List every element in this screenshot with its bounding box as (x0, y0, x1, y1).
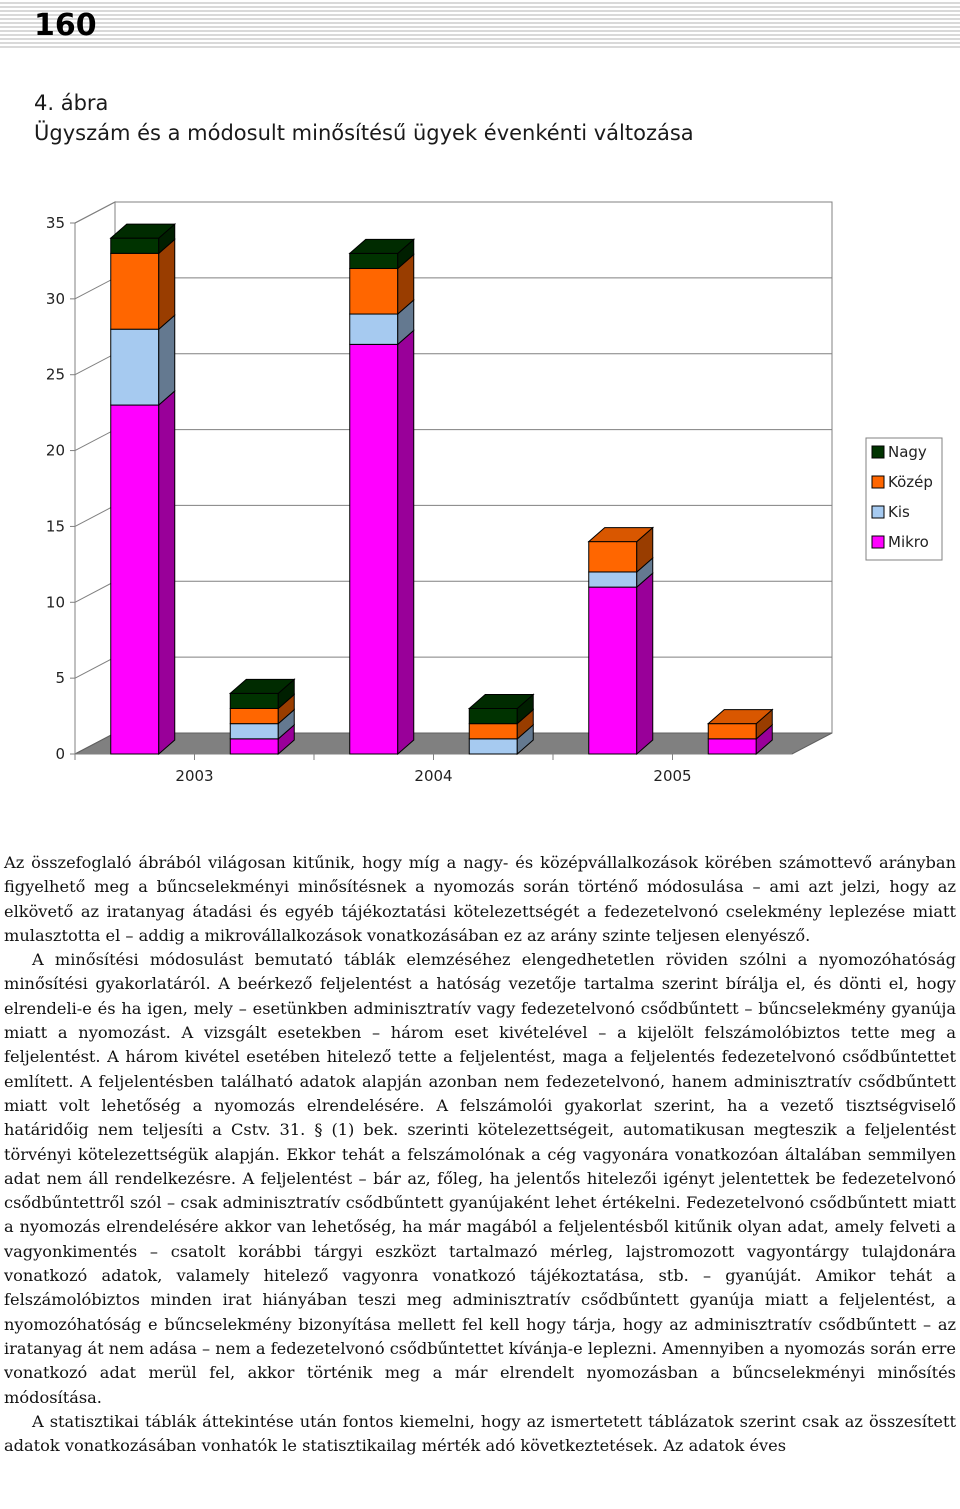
x-tick-label: 2005 (653, 767, 692, 785)
legend-swatch (872, 446, 884, 458)
bar-segment-közép (230, 708, 278, 723)
bar-segment-kis (589, 572, 637, 587)
chart-side-wall (75, 202, 115, 754)
figure-caption (34, 88, 694, 148)
y-tick-label: 20 (45, 441, 65, 460)
bar-segment-mikro (111, 405, 159, 754)
legend-label: Közép (888, 473, 933, 491)
bar-segment-kis (350, 314, 398, 344)
bar-segment-mikro (350, 344, 398, 754)
y-tick-label: 0 (55, 745, 65, 763)
page-number: 160 (34, 8, 97, 43)
bar-segment-kis (469, 739, 517, 754)
figure-title: Ügyszám és a módosult minősítésű ügyek évenkénti változása (34, 121, 694, 145)
bar-side-kis (159, 315, 175, 405)
bar-segment-mikro (589, 587, 637, 754)
chart-back-wall (115, 202, 832, 733)
bar-segment-nagy (469, 708, 517, 723)
legend-swatch (872, 536, 884, 548)
bar-segment-mikro (230, 739, 278, 754)
paragraph-3: A statisztikai táblák áttekintése után fontos kiemelni, hogy az ismertetett táblázatok szerint csak az összesített adatok vonatkozásában vonhatók le statisztikailag mérték adó következtetések. Az adatok éves (4, 1411, 956, 1456)
bar-segment-közép (350, 269, 398, 315)
bar-side-mikro (398, 330, 414, 754)
paragraph-2: A minősítési módosulást bemutató táblák elemzéséhez elengedhetetlen röviden szólni a nyomozóhatóság minősítési gyakorlatáról. A beérkező feljelentést a hatóság vezetője tartalma szerint bírálja el, és dönti el, hogy elrendeli-e és ha igen, mely – esetünkben adminisztratív vagy fedezetelvonó csődbűntett – bűncselekmény gyanúja miatt a nyomozást. A vizsgált esetekben – három eset kivételével – a kijelölt felszámolóbiztos tette meg a feljelentést. A három kivétel esetében hitelező tette a feljelentést, maga a feljelentés fedezetelvonó csődbűntettet említett. A feljelentésben található adatok alapján azonban nem fedezetelvonó, hanem adminisztratív csődbűntett miatt volt lehetőség a nyomozás elrendelésére. A felszámolói gyakorlat szerint, ha a vezető tisztségviselő határidőig nem teljesíti a Cstv. 31. § (1) bek. szerinti kötelezettségeit, automatikusan megteszik a feljelentést törvényi kötelezettségük alapján. Ekkor tehát a felszámolónak a cég vagyonára vonatkozóan általában semmilyen adat nem áll rendelkezésre. A feljelentést – bár az, főleg, ha jelentős hitelezői igényt jelentettek be fedezetelvonó csődbűntettről szól – csak adminisztratív csődbűntett gyanújaként lehet értékelni. Fedezetelvonó csődbűntett miatt a nyomozás elrendelésére akkor van lehetőség, ha már magából a feljelentésből kitűnik olyan adat, amely felveti a vagyonkimentés – csatolt korábbi tárgyi eszközt tartalmazó mérleg, lajstromozott vagyontárgy tulajdonára vonatkozó adatok, valamely hitelező vagyonra vonatkozó tájékoztatása, stb. – gyanúját. Amikor tehát a felszámolóbiztos minden irat hiányában teszi meg adminisztratív csődbűntett gyanúja miatt a feljelentést, a nyomozóhatóság e bűncselekmény bizonyítása mellett fel kell hogy tárja, hogy az adminisztratív csődbűntett – az iratanyag át nem adása – nem a fedezetelvonó csődbűntettet kívánja-e leplezni. Amennyiben a nyomozás során erre vonatkozó adat merül fel, akkor történik meg a már elrendelt nyomozásban a bűncselekményi minősítés módosítása. (4, 950, 956, 1407)
stacked-bar-chart (0, 185, 960, 805)
figure-label: 4. ábra (34, 91, 109, 115)
page-header (0, 0, 960, 50)
y-tick-label: 30 (45, 289, 65, 308)
bar-segment-közép (111, 253, 159, 329)
bar-segment-kis (111, 329, 159, 405)
y-tick-label: 25 (45, 365, 65, 384)
legend-label: Nagy (888, 443, 927, 461)
bar-segment-közép (469, 724, 517, 739)
legend-swatch (872, 476, 884, 488)
bar-side-mikro (159, 391, 175, 754)
x-tick-label: 2004 (414, 767, 453, 785)
bar-segment-nagy (111, 238, 159, 253)
legend-label: Kis (888, 503, 910, 521)
x-tick-label: 2003 (175, 767, 214, 785)
bar-side-közép (159, 239, 175, 329)
bar-segment-mikro (708, 739, 756, 754)
body-text (4, 851, 956, 1458)
bar-side-mikro (637, 573, 653, 754)
paragraph-1: Az összefoglaló ábrából világosan kitűnik, hogy míg a nagy- és középvállalkozások körében számottevő arányban figyelhető meg a bűncselekményi minősítésnek a nyomozás során történő módosulása – ami azt jelzi, hogy az elkövető az iratanyag átadási és egyéb tájékoztatási kötelezettségét a fedezetelvonó cselekmény leplezése miatt mulasztotta el – addig a mikrovállalkozások vonatkozásában ez az arány szinte teljesen elenyésző. (4, 853, 956, 945)
bar-segment-kis (230, 724, 278, 739)
bar-segment-nagy (350, 253, 398, 268)
y-tick-label: 35 (45, 214, 65, 232)
bar-segment-közép (708, 724, 756, 739)
y-tick-label: 15 (45, 517, 65, 536)
bar-segment-közép (589, 542, 637, 572)
y-tick-label: 10 (45, 593, 65, 612)
legend-swatch (872, 506, 884, 518)
legend-label: Mikro (888, 533, 929, 551)
bar-segment-nagy (230, 693, 278, 708)
y-tick-label: 5 (55, 669, 65, 688)
